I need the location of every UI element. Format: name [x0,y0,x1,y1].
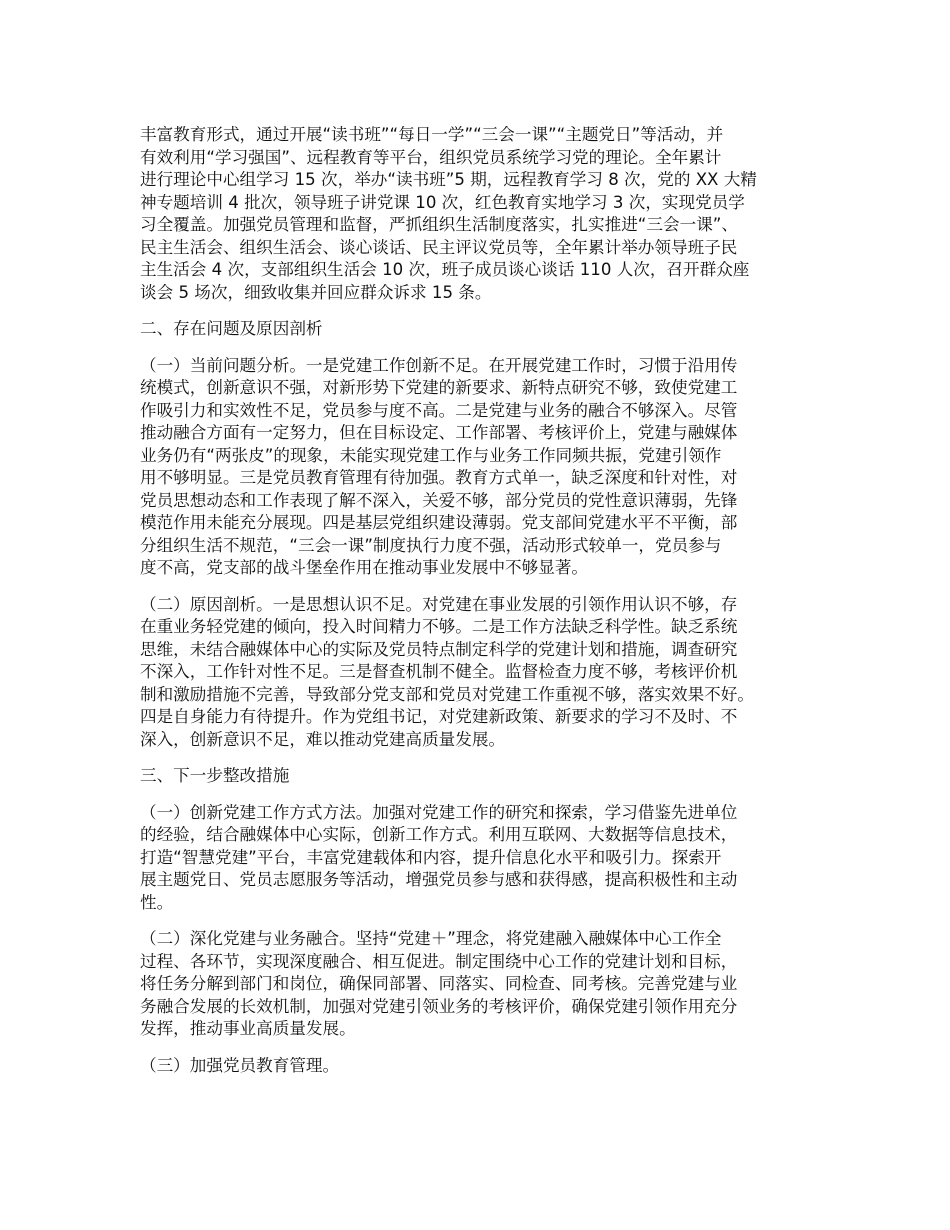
paragraph-cause-analysis: （二）原因剖析。一是思想认识不足。对党建在事业发展的引领作用认识不够，存 在重业务轻党建的倾向，投入时间精力不够。二是工作方法缺乏科学性。缺乏系统 思维，未结合融媒体中心的实际及党员特点制定科学的党建计划和措施，调查研究 不深入，工作针对性不足。三是督查机制不健全。监督检查力度不够，考核评价机 制和激励措施不完善，导致部分党支部和党员对党建工作重视不够，落实效果不好。 四是自身能力有待提升。作为党组书记，对党建新政策、新要求的学习不及时、不 深入，创新意识不足，难以推动党建高质量发展。 [140,594,754,749]
document-page [140,124,822,1091]
paragraph-member-education: （三）加强党员教育管理。 [140,1055,340,1075]
section-heading-measures: 三、下一步整改措施 [140,766,290,785]
paragraph-current-problems: （一）当前问题分析。一是党建工作创新不足。在开展党建工作时，习惯于沿用传 统模式，创新意识不强，对新形势下党建的新要求、新特点研究不够，致使党建工 作吸引力和实效性不足，党员参与度不高。二是党建与业务的融合不够深入。尽管 推动融合方面有一定努力，但在目标设定、工作部署、考核评价上，党建与融媒体 业务仍有“两张皮”的现象，未能实现党建工作与业务工作同频共振，党建引领作 用不够明显。三是党员教育管理有待加强。教育方式单一，缺乏深度和针对性，对 党员思想动态和工作表现了解不深入，关爱不够，部分党员的党性意识薄弱，先锋 模范作用未能充分展现。四是基层党组织建设薄弱。党支部间党建水平不平衡，部 分组织生活不规范，“三会一课”制度执行力度不强，活动形式较单一，党员参与 度不高，党支部的战斗堡垒作用在推动事业发展中不够显著。 [140,355,738,577]
section-heading-problems: 二、存在问题及原因剖析 [140,319,323,338]
paragraph-innovate-methods: （一）创新党建工作方式方法。加强对党建工作的研究和探索，学习借鉴先进单位 的经验，结合融媒体中心实际，创新工作方式。利用互联网、大数据等信息技术， 打造“智慧党建”平台，丰富党建载体和内容，提升信息化水平和吸引力。探索开 展主题党日、党员志愿服务等活动，增强党员参与感和获得感，提高积极性和主动 性。 [140,802,738,912]
paragraph-deepen-integration: （二）深化党建与业务融合。坚持“党建＋”理念，将党建融入融媒体中心工作全 过程、各环节，实现深度融合、相互促进。制定围绕中心工作的党建计划和目标， 将任务分解到部门和岗位，确保同部署、同落实、同检查、同考核。完善党建与业 务融合发展的长效机制，加强对党建引领业务的考核评价，确保党建引领作用充分 发挥，推动事业高质量发展。 [140,929,738,1038]
paragraph-education-forms: 丰富教育形式，通过开展“读书班”“每日一学”“三会一课”“主题党日”等活动，并 有效利用“学习强国”、远程教育等平台，组织党员系统学习党的理论。全年累计 进行理论中心组学习 15 次，举办“读书班”5 期，远程教育学习 8 次，党的 XX 大精 神专题培训 4 批次，领导班子讲党课 10 次，红色教育实地学习 3 次，实现党员学 习全覆盖。加强党员管理和监督，严抓组织生活制度落实，扎实推进“三会一课”、 民主生活会、组织生活会、谈心谈话、民主评议党员等，全年累计举办领导班子民 主生活会 4 次，支部组织生活会 10 次，班子成员谈心谈话 110 人次，召开群众座 谈会 5 场次，细致收集并回应群众诉求 15 条。 [140,125,757,302]
